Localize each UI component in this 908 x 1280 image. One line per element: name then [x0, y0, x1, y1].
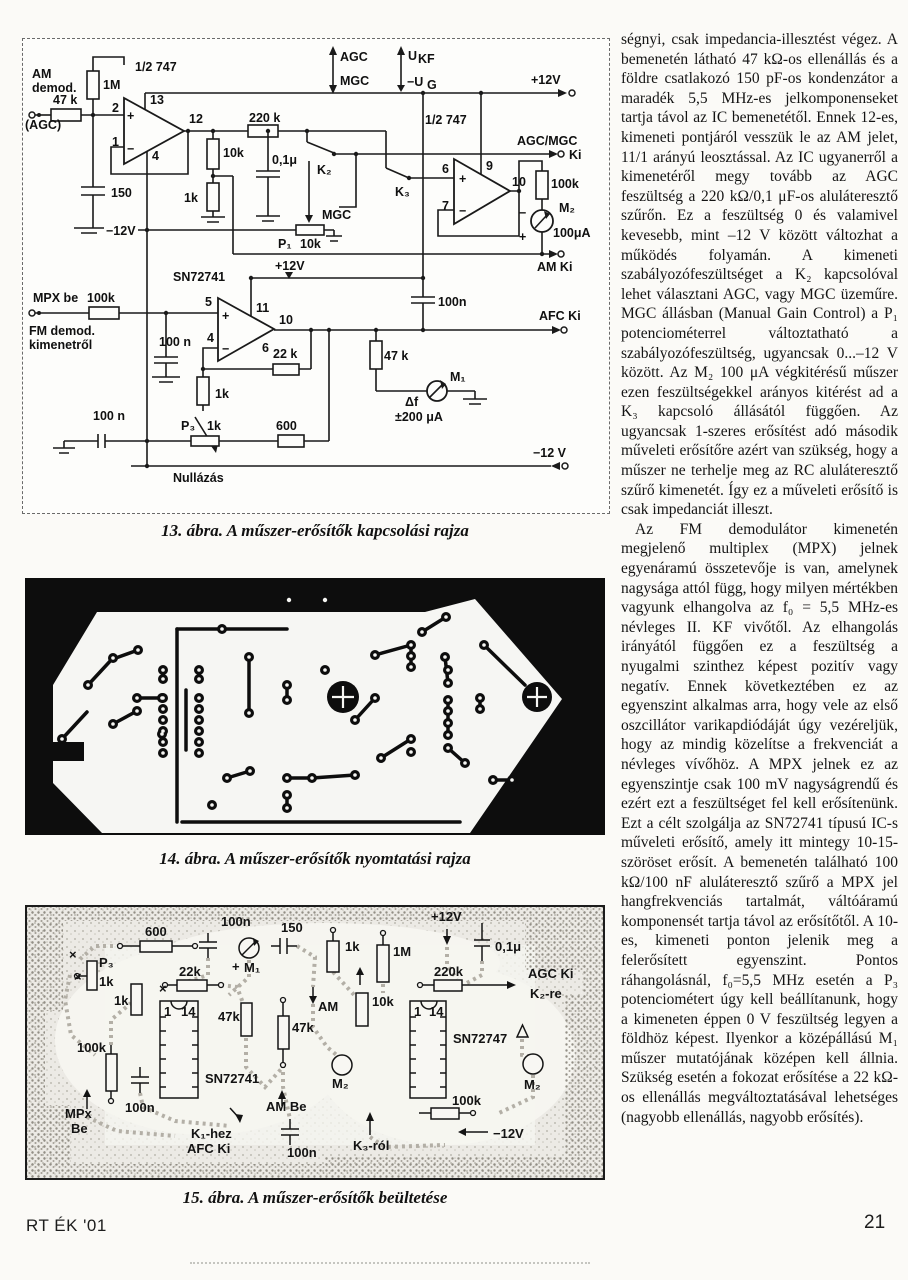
article-paragraph-1: ségnyi, csak impedancia-illesztést végez. A bemenetén látható 47 kΩ-os ellenállás és a földre csatlakozó 150 pF-os kondenzátor a maradék 5,5 MHz-es jelkomponenseket tartja távol az IC bemenetétől. Ennek 12-es, kimeneti pontjáról vesszük le az AM jelet, 11/1 arányú leosztással. Az IC ugyanerről a kimenetéről megy tovább az AGC feszültség a 220 kΩ/0,1 μF-os aluláteresztő szűrőn. Ez a feszültség 0 és valamivel kevesebb, mint –12 V között változhat a működés folyamán. A kimeneti szabályozófeszültséget a K₂ kapcsolóval lehet választani AGC, vagy MGC üzeműre. MGC állásban (Manual Gain Control) a P₁ potenciométerrel változtatható a szabályozófeszültség, ugyancsak 0...–12 V között. Az M₂ 100 μA végkitérésű műszer ezen feszültségekkel arányos kitérést ad a K₃ kapcsoló állásától függően. Az ugyancsak 1-szeres erősítést adó második műveleti erősítőre azért van szükség, hogy a műszer ne terhelje meg az RC aluláteresztő szűrő kimenetét. Így ez a műveleti erősítő is csak impedanciát illeszt. [621, 31, 898, 519]
pcb-drawing [25, 578, 605, 835]
op2-plus: + [459, 172, 467, 186]
label-r22k: 22 k [273, 347, 298, 361]
op3-minus: − [222, 342, 230, 356]
label-plus12v: +12V [431, 909, 462, 924]
figure-13-schematic [22, 38, 610, 514]
label-agc-paren: (AGC) [25, 118, 62, 132]
label-10k: 10k [372, 994, 394, 1009]
op1-minus: − [127, 142, 135, 156]
op3-plus: + [222, 309, 230, 323]
label-100n-c: 100n [287, 1145, 317, 1160]
schematic-drawing [23, 39, 609, 513]
page-number: 21 [864, 1212, 886, 1233]
ic1-pin14: 14 [181, 1004, 196, 1019]
pin-6a: 6 [442, 162, 449, 176]
label-220k: 220k [434, 964, 463, 979]
pin-9: 9 [486, 159, 493, 173]
label-100k-a: 100k [77, 1040, 106, 1055]
label-c01u: 0,1μ [272, 153, 298, 167]
pin-4b: 4 [207, 331, 214, 345]
label-k3-rol: K₃-ról [353, 1138, 390, 1153]
label-mgc-arr: MGC [340, 74, 370, 88]
label-demod: demod. [32, 81, 77, 95]
label-plus12v-b: +12V [275, 259, 305, 273]
label-100n-a: 100n [221, 914, 251, 929]
ic1-pin1: 1 [164, 1004, 172, 1019]
label-k2-re: K₂-re [530, 986, 562, 1001]
label-plus12v-a: +12V [531, 73, 561, 87]
pin-10b: 10 [279, 313, 293, 327]
label-r600: 600 [276, 419, 297, 433]
label-m2-b: M₂ [524, 1077, 541, 1092]
label-minus12v-b: −12 V [533, 446, 567, 460]
article-column [621, 30, 898, 1127]
footer-issue-label: RT ÉK '01 [26, 1216, 107, 1235]
label-mpx: MPx [65, 1106, 92, 1121]
label-am: AM [32, 67, 52, 81]
label-r1k-div: 1k [184, 191, 198, 205]
label-ukf-sub: KF [418, 52, 435, 66]
label-p1-val: 10k [300, 237, 321, 251]
label-p3-val: 1k [99, 974, 114, 989]
label-100k-b: 100k [452, 1093, 481, 1108]
label-p1: P₁ [278, 237, 292, 251]
label-fm-demod: FM demod. [29, 324, 95, 338]
label-afc-ki: AFC Ki [187, 1141, 231, 1156]
label-k2: K₂ [317, 163, 332, 177]
label-ukf: U [408, 49, 418, 63]
label-01u: 0,1μ [495, 939, 522, 954]
label-p3: P₃ [99, 955, 114, 970]
label-m2-val: 100μA [553, 226, 591, 240]
label-am-ki: AM Ki [537, 260, 573, 274]
label-sn72747: SN72747 [453, 1031, 508, 1046]
figure-15-placement [25, 905, 605, 1180]
pin-13: 13 [150, 93, 164, 107]
label-agc-ki: AGC Ki [528, 966, 574, 981]
label-c100n-in: 100 n [159, 335, 191, 349]
figure-13-caption: 13. ábra. A műszer-erősítők kapcsolási rajza [161, 521, 469, 540]
schematic-junction-dots [91, 91, 544, 468]
pin-10a: 10 [512, 175, 526, 189]
pin-4: 4 [152, 149, 159, 163]
op1-plus: + [127, 109, 135, 123]
label-m2-a: M₂ [332, 1076, 349, 1091]
schematic-wires [29, 46, 558, 466]
label-am: AM [318, 999, 339, 1014]
op2-minus: − [459, 204, 467, 218]
pin-5: 5 [205, 295, 212, 309]
label-k1-hez: K₁-hez [191, 1126, 232, 1141]
label-1m: 1M [393, 944, 412, 959]
pad-x-b: × [74, 969, 82, 984]
label-1k-a: 1k [114, 993, 129, 1008]
label-k3: K₃ [395, 185, 410, 199]
label-1k-b: 1k [345, 939, 360, 954]
pad-x-a: × [69, 947, 77, 962]
label-mgc: MGC [322, 208, 352, 222]
pin-11: 11 [256, 301, 270, 315]
pin-2: 2 [112, 101, 119, 115]
ic2-pin1: 1 [414, 1004, 422, 1019]
label-r1m: 1M [103, 78, 121, 92]
label-r100k-in: 100k [87, 291, 115, 305]
label-p3: P₃ [181, 419, 196, 433]
figure-15-caption: 15. ábra. A műszer-erősítők beültetése [182, 1188, 448, 1207]
label-agcmgc-ki: AGC/MGC [517, 134, 578, 148]
label-600: 600 [145, 924, 167, 939]
label-ki: Ki [569, 148, 582, 162]
label-minus12v: −12V [493, 1126, 524, 1141]
label-r47k-afc: 47 k [384, 349, 409, 363]
label-pm200: ±200 μA [395, 410, 443, 424]
label-ic1: 1/2 747 [135, 60, 177, 74]
article-paragraph-2: Az FM demodulátor kimenetén megjelenő multiplex (MPX) jelnek egyenáramú összetevője is van, amelynek nagysága attól függ, hogy milyen mértékben vagyunk elhangolva az f₀ = 5,5 MHz-es névleges II. KF vivőtől. Az elhangolás irányától függően ez a feszültség a nyugalmi szinthez képest pozitív vagy negatív. Ennek következtében ez az egyenszint alkalmas arra, hogy vele az első oszcillátor varikapdiódáját úgy vezéreljük, hogy az mindig közelítse a frekvenciát a névleges vívőhöz. A MPX jelnek ez az egyenszintje csak 100 mV nagyságrendű és ezért ezt a feszültséget fel kell erősítenünk. Ezt a célt szolgálja az SN72741 típusú IC-s műveleti erősítő, amely itt mintegy 10-15-szöröset erősít. A bemenetén található 100 kΩ/100 nF aluláteresztő szűrő a MPX jel hangfrekvenciás tartalmát, váltóáramú komponensét tartja távol az erősítőtől. A 10-es, kimeneti ponton jelenik meg a felerősített egyenszint. Pontos ráhangolásnál, f₀=5,5 MHz esetén a P₃ potenciométert úgy kell beállítanunk, hogy a kimeneten éppen 0 V feszültség legyen a földhöz képest. Ilyenkor a középállású M₁ műszer mutatójának középen kell állnia. Szükség esetén a fokozat erősítése a 22 kΩ-os ellenállás megváltoztatásával lehetséges (nagyobb ellenállás, nagyobb erősítés). [621, 520, 898, 1126]
label-sn72741: SN72741 [205, 1071, 260, 1086]
label-m1: M₁ [450, 370, 466, 384]
label-c100n-psu: 100n [438, 295, 467, 309]
label-delta-f: Δf [405, 395, 419, 409]
label-22k: 22k [179, 964, 201, 979]
label-m2-minus: − [519, 206, 527, 220]
label-nullazas: Nullázás [173, 471, 224, 485]
pin-7: 7 [442, 199, 449, 213]
label-r220k: 220 k [249, 111, 281, 125]
label-p3-val: 1k [207, 419, 221, 433]
label-am-be: AM Be [266, 1099, 307, 1114]
label-r47k-in: 47 k [53, 93, 78, 107]
label-r10k: 10k [223, 146, 244, 160]
label-m2: M₂ [559, 201, 575, 215]
pad-x-c: × [159, 981, 167, 996]
label-minus12v-a: −12V [106, 224, 136, 238]
label-ic2: 1/2 747 [425, 113, 467, 127]
label-ug-sub: G [427, 78, 437, 92]
label-47k-a: 47k [218, 1009, 240, 1024]
label-be: Be [71, 1121, 88, 1136]
pin-6b: 6 [262, 341, 269, 355]
label-afc-ki: AFC Ki [539, 309, 581, 323]
figure-14-pcb [25, 578, 605, 835]
label-47k-b: 47k [292, 1020, 314, 1035]
label-mpx-be: MPX be [33, 291, 79, 305]
label-sn72741: SN72741 [173, 270, 226, 284]
label-r100k-m2: 100k [551, 177, 579, 191]
label-c150: 150 [111, 186, 132, 200]
placement-drawing [25, 905, 605, 1180]
label-150: 150 [281, 920, 303, 935]
pin-12: 12 [189, 112, 203, 126]
label-agc-arr: AGC [340, 50, 368, 64]
label-r1k-null: 1k [215, 387, 229, 401]
ic2-pin14: 14 [429, 1004, 444, 1019]
figure-14-caption: 14. ábra. A műszer-erősítők nyomtatási rajza [159, 849, 471, 868]
label-m1: M₁ [244, 960, 261, 975]
pin-1: 1 [112, 135, 119, 149]
scan-artifact-dots [190, 1262, 590, 1264]
label-ug: −U [407, 75, 424, 89]
label-kimenetrol: kimenetről [29, 338, 93, 352]
label-c100n-gnd: 100 n [93, 409, 125, 423]
label-m1-plus: + [232, 959, 240, 974]
label-m2-plus: + [519, 230, 527, 244]
label-100n-b: 100n [125, 1100, 155, 1115]
